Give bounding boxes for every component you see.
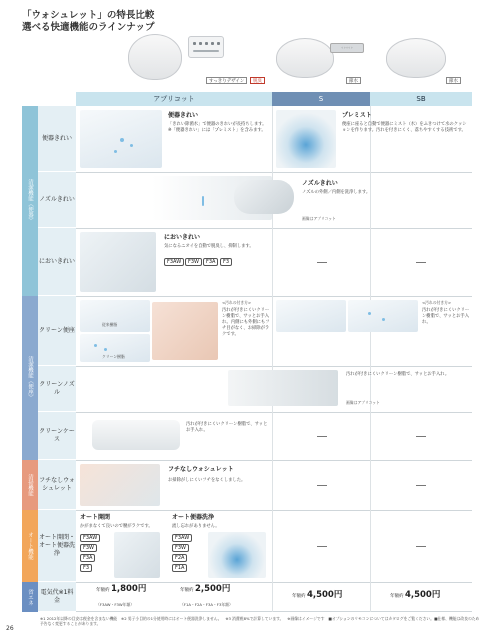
- footnote: ※1 2012年以降の目安は税金を含まない機能 ※2 男子小目的の1分使用時にはオート便器洗浄しません。 ※3 消費税8%で計算しています。 ※画像はイメージです ■オプションのリモコンについてはカタログをご覧ください。■仕様、機能は改良のため予告なく変更することがあります。: [40, 616, 480, 626]
- elec-apricot-1-sub: （F3AW・F3W年額）: [96, 602, 135, 607]
- benki-s-desc: 便座に座ると自動で便器にミスト（水）をふきつけて水のクッションを作ります。汚れを付きにくく、落ちやすくする技術です。: [342, 122, 467, 133]
- fuchi-sb-none: [416, 485, 426, 486]
- nioi-photo: [80, 232, 156, 292]
- row-label-green-case: クリーンケース: [38, 412, 76, 460]
- gseat-s-photo-2: [348, 300, 418, 332]
- column-header-s: S: [272, 92, 370, 106]
- row-label-green-seat: クリーン便座: [38, 296, 76, 366]
- auto-wash-title: オート便器洗浄: [172, 514, 215, 521]
- tag-deodorize: 脱臭: [250, 77, 265, 84]
- tag-sb: 節水: [446, 77, 461, 84]
- row-label-electric: 電気代※1料金: [38, 582, 76, 612]
- row-label-benki: 便器きれい: [38, 106, 76, 172]
- fuchi-desc: お掃除がしにくいフチをなくしました。: [168, 478, 246, 483]
- elec-sb: 年額約 4,500円: [390, 590, 441, 600]
- gnozzle-photo: [228, 370, 338, 406]
- auto-open-chip-4: F3: [80, 564, 92, 572]
- gseat-apricot-photo-1: 従来樹脂: [80, 300, 150, 332]
- benki-apricot-title: 便器きれい: [168, 112, 199, 119]
- title-line-1: 「ウォシュレット」の特長比較: [22, 10, 155, 21]
- gseat-apricot-hand-photo: [152, 302, 218, 360]
- nioi-chip-1: F3AW: [164, 258, 184, 266]
- benki-apricot-photo: [80, 110, 162, 168]
- tag-s: 節水: [346, 77, 361, 84]
- benki-apricot-desc: 「きれい除菌水」で便器のきれいが長持ちします。※「便器きれい」には「プレミスト」を含みます。: [168, 122, 267, 133]
- nioi-chip-2: F3W: [185, 258, 202, 266]
- side-panel-s: ◦◦◦◦◦: [330, 43, 364, 53]
- auto-wash-chip-1: F3AW: [172, 534, 192, 542]
- gnozzle-desc: 汚れが付きにくいクリーン樹脂で、サッとお手入れ。: [346, 372, 450, 377]
- auto-wash-chip-3: F2A: [172, 554, 187, 562]
- row-label-fuchinashi: フチなしウォシュレット: [38, 460, 76, 510]
- nioi-chip-4: F3: [220, 258, 232, 266]
- auto-open-photo: [114, 532, 160, 578]
- gseat-apricot-note: <汚れの付き方>: [222, 300, 252, 305]
- fuchi-title: フチなしウォシュレット: [168, 466, 234, 473]
- auto-open-title: オート開閉: [80, 514, 111, 521]
- tag-design: すっきりデザイン: [206, 77, 247, 84]
- elec-apricot-2: 年額約 2,500円: [180, 584, 231, 594]
- page-title: [22, 10, 242, 34]
- toilet-seat-sb: [386, 38, 446, 78]
- auto-open-desc: かがまなくて良いので腰がラクです。: [80, 524, 153, 529]
- auto-wash-photo: [208, 532, 266, 578]
- section-cleaning: 清掃機能: [22, 460, 38, 510]
- section-auto: オート機能: [22, 510, 38, 582]
- auto-wash-desc: 流し忘れがありません。: [172, 524, 220, 529]
- elec-apricot-2-value: 2,500円: [194, 584, 231, 594]
- gcase-s-none: [317, 436, 327, 437]
- gcase-photo: [92, 420, 180, 450]
- row-label-nioi: においきれい: [38, 228, 76, 296]
- auto-wash-chip-4: F1A: [172, 564, 187, 572]
- elec-apricot-1: 年額約 1,800円: [96, 584, 147, 594]
- gseat-apricot-desc: 汚れが付きにくいクリーン樹脂で、サッとお手入れ。内側にも外側にもフチ目がなく、お掃除がラクです。: [222, 308, 270, 337]
- section-clean-seat: 清潔機能（便座）: [22, 296, 38, 460]
- auto-open-chip-1: F3AW: [80, 534, 100, 542]
- elec-s-value: 4,500円: [306, 590, 343, 600]
- auto-open-chip-3: F3A: [80, 554, 95, 562]
- gcase-sb-none: [416, 436, 426, 437]
- auto-sb-none: [416, 546, 426, 547]
- gnozzle-note: 画像はアプリコット: [346, 400, 380, 405]
- nioi-sb-none: [416, 262, 426, 263]
- nozzle-note: 画像はアプリコット: [302, 216, 336, 221]
- auto-open-chip-2: F3W: [80, 544, 97, 552]
- gseat-s-note: <汚れの付き方>: [422, 300, 452, 305]
- auto-s-none: [317, 546, 327, 547]
- nioi-chip-3: F3A: [203, 258, 218, 266]
- toilet-seat-apricot: [128, 34, 182, 80]
- nioi-desc: 気になるニオイを自動で脱臭し、抑制します。: [164, 244, 254, 249]
- gseat-apricot-photo-2: クリーン樹脂: [80, 334, 150, 362]
- nioi-title: においきれい: [164, 234, 201, 241]
- benki-s-photo: [276, 110, 336, 168]
- row-label-green-nozzle: クリーンノズル: [38, 366, 76, 412]
- nozzle-title: ノズルきれい: [302, 180, 338, 187]
- elec-apricot-2-sub: （F1A・F2A・F3A・F3年額）: [180, 602, 233, 607]
- fuchi-s-none: [317, 485, 327, 486]
- nioi-s-none: [317, 262, 327, 263]
- gseat-s-desc: 汚れが付きにくいクリーン樹脂で、サッとお手入れ。: [422, 308, 470, 325]
- fuchi-photo: [80, 464, 160, 506]
- remote-control-image: [188, 36, 224, 58]
- row-label-nozzle: ノズルきれい: [38, 172, 76, 228]
- column-header-apricot: アプリコット: [76, 92, 272, 106]
- column-header-sb: SB: [370, 92, 472, 106]
- section-eco: 省エネ: [22, 582, 38, 612]
- row-label-auto: オート開閉・オート便器洗浄: [38, 510, 76, 582]
- gcase-desc: 汚れが付きにくいクリーン樹脂で、サッとお手入れ。: [186, 422, 268, 433]
- benki-s-title: プレミスト: [342, 112, 372, 119]
- auto-wash-chip-2: F3W: [172, 544, 189, 552]
- page-number: 26: [6, 625, 14, 632]
- nozzle-desc: ノズルの外側／内側を洗浄します。: [302, 190, 371, 195]
- elec-sb-value: 4,500円: [404, 590, 441, 600]
- section-clean-toilet: 清潔機能（便器）: [22, 106, 38, 296]
- title-line-2: 選べる快適機能のラインナップ: [22, 22, 155, 33]
- elec-apricot-1-value: 1,800円: [110, 584, 147, 594]
- elec-s: 年額約 4,500円: [292, 590, 343, 600]
- comparison-table: [22, 92, 472, 612]
- toilet-seat-s: [276, 38, 334, 78]
- gseat-s-photo-1: [276, 300, 346, 332]
- nozzle-photo-right: [234, 180, 294, 214]
